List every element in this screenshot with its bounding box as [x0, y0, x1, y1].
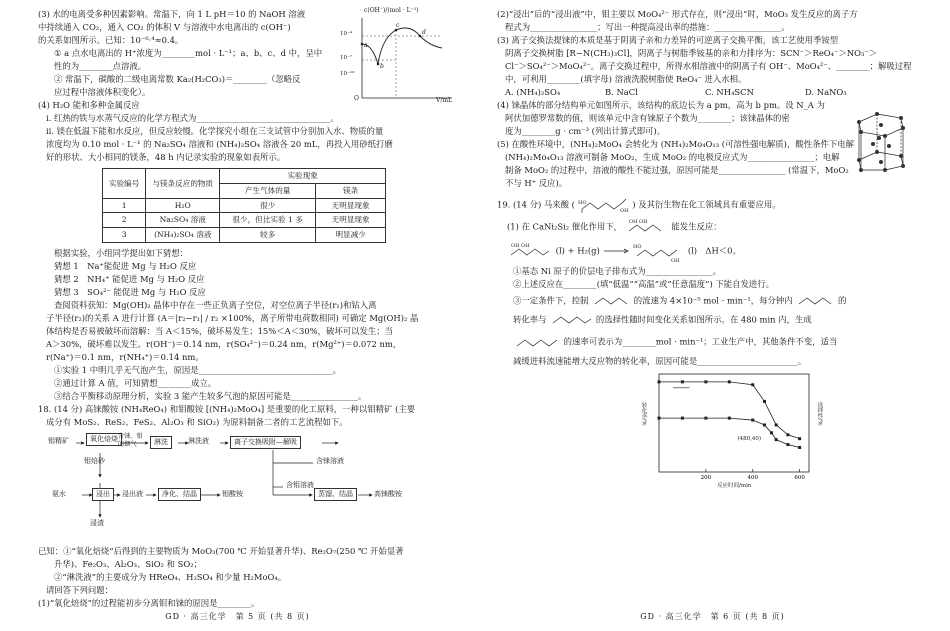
q19-stem-b: ) 及其衍生物在化工领域具有重要应用。: [632, 199, 781, 210]
flow-leach2: 浸出: [92, 488, 114, 501]
cell-mg: 无明显现象: [316, 198, 386, 213]
page-6-footer: GD · 高三化学 第 6 页 (共 8 页): [640, 611, 785, 621]
conversion-selectivity-chart: [637, 372, 827, 492]
graph-pt-b: b: [380, 63, 384, 70]
succinic-acid-structure: [513, 332, 561, 352]
subq-2: ②通过计算 A 值，可知猜想________成立。: [54, 378, 217, 389]
cell-gas: 较多: [220, 228, 316, 243]
q17-part3: [38, 8, 338, 99]
subq-3: ③结合平衡移动原理分析，实验 3 能产生较多气泡的原因可能是________________。: [54, 391, 367, 402]
page-6-content: [497, 8, 927, 492]
q3-item-1: ① a 点水电离出的 H⁺浓度为________mol · L⁻¹；a、b、c、d 中，呈中: [54, 48, 323, 59]
q4-title: (4) H₂O 能和多种金属反应: [38, 100, 140, 111]
q19-r1: ①基态 Ni 原子的价层电子排布式为________________。: [513, 266, 721, 277]
q18: [38, 403, 456, 610]
equation-middle: (l) + H₂(g): [555, 245, 600, 256]
q18-5d: 不与 H⁺ 反应)。: [505, 178, 568, 189]
chart-ylabel: 转化率/%: [640, 402, 647, 426]
svg-text:OH: OH: [671, 258, 680, 263]
q19-1-text-b: 能发生反应：: [671, 221, 722, 232]
cell-gas: 很少，但比实验 1 多: [220, 213, 316, 228]
hypothesis-3: 猜想 3 SO₄²⁻ 能促进 Mg 与 H₂O 反应: [54, 287, 206, 298]
q17-part4: [38, 99, 456, 403]
th-mg: 镁条: [316, 183, 386, 198]
data-point: [763, 400, 766, 403]
graph-origin: O: [354, 95, 359, 102]
q19-1-text: (1) 在 CaNi₂Si₂ 催化作用下，: [507, 221, 623, 232]
data-point: [775, 438, 778, 441]
data-point: [751, 384, 754, 387]
flow-mo: 含钼溶液: [286, 481, 314, 490]
known-2: ②“淋洗液”的主要成分为 HReO₄、H₂SO₄ 和少量 H₂MoO₄。: [54, 572, 287, 583]
svg-text:OH OH: OH OH: [628, 219, 648, 226]
equation-end: (l) ΔH＜0。: [687, 245, 741, 256]
x-tick-label: 400: [747, 475, 758, 482]
q4-ii: ii. 镁在低温下能和水反应，但反应较慢。化学探究小组在三支试管中分别加入水、物质的量: [46, 126, 384, 137]
graph-pt-c: c: [396, 22, 400, 29]
option-d: D. NaNO₃: [805, 87, 847, 98]
subq-1: ①实验 1 中明几乎无气泡产生，原因是________________________________。: [54, 365, 342, 376]
q18-5: (5) 在酸性环境中，(NH₄)₂MoO₄ 会转化为 (NH₄)₂Mo₄O₁₃ (可溶性强电解质)，酸性条件下电解: [497, 139, 854, 150]
chart-y2label: 选择性/%: [816, 402, 823, 426]
hydrogenation-equation: [497, 240, 927, 262]
flow-prodRe: 高铼酸铵: [374, 490, 402, 499]
flow-hiRe: 含铼溶液: [316, 457, 344, 466]
data-point: [681, 417, 684, 420]
svg-text:OH: OH: [619, 208, 629, 215]
data-point: [751, 419, 754, 422]
info-3: 体结构是否易被破坏而溶解：当 A＜15%，破坏易发生；15%＜A＜30%，破坏可以发生；当: [46, 326, 393, 337]
option-b: B. NaCl: [605, 87, 638, 98]
series-line-1: [659, 418, 800, 447]
svg-text:HO: HO: [577, 200, 587, 207]
chart-svg: [637, 372, 827, 492]
q18-5c: 制备 MoO₂ 的过程中，溶液的酸性不能过强，原因可能是________________ (常温下，MoO₂: [505, 165, 849, 176]
graph-y2: 10⁻⁷: [340, 55, 353, 61]
hypothesis-2: 猜想 2 NH₄⁺ 能促进 Mg 与 H₂O 反应: [54, 274, 205, 285]
option-a: A. (NH₄)₂SO₄: [505, 87, 561, 98]
q19-r3-c: 的: [837, 295, 847, 306]
data-point: [728, 381, 731, 384]
table-row: [103, 198, 386, 213]
table-row: [103, 213, 386, 228]
q18-3b: 阴离子交换树脂 [R−N(CH₃)₃Cl]，阴离子与树脂季铵基的亲和力排序为：SCN⁻＞ReO₄⁻＞NO₃⁻＞: [505, 48, 878, 59]
q18-2b: 程式为________________；写出一种提高浸出率的措施：________________。: [505, 22, 790, 33]
q4-ii-2: 浓度均为 0.10 mol · L⁻¹ 的 Na₂SO₄ 溶液和 (NH₄)₂SO₄ 溶液各 20 mL，再投入用砂纸打磨: [46, 139, 393, 150]
table-row: [103, 228, 386, 243]
q3-intro: (3) 水的电离受多种因素影响。常温下，向 1 L pH＝10 的 NaOH 溶液: [38, 9, 306, 19]
cell-substance: H₂O: [146, 198, 220, 213]
q3-item-2b: 应过程中溶液体积变化）。: [54, 87, 151, 98]
flow-crys: 蒸馏、结晶: [314, 488, 357, 501]
cell-substance: (NH₄)₂SO₄ 溶液: [146, 228, 220, 243]
q19: [497, 196, 927, 368]
graph-pt-a: a: [364, 42, 368, 49]
q18-4-block: [497, 99, 847, 138]
cell-mg: 无明显现象: [316, 213, 386, 228]
q19-r3-a: ③一定条件下，控制: [513, 295, 589, 306]
th-phenomenon: 实验现象: [220, 169, 386, 184]
q19-stem-a: 19. (14 分) 马来酸 (: [497, 199, 575, 210]
q18-4b: 阿伏加德罗常数的值，则该单元中含有铼原子个数为________；该铼晶体的密: [505, 113, 790, 124]
known-1b: 升华)、Fe₂O₃、Al₂O₃、SiO₂ 和 SO₂；: [54, 559, 203, 570]
data-point: [658, 417, 661, 420]
q4-ii-3: 好的形状、大小相同的镁条，48 h 内记录实验的现象如表所示。: [46, 152, 286, 163]
flow-roast: 氧化焙烧: [86, 433, 122, 446]
q18-4: (4) 铼晶体的部分结构单元如图所示，该结构的底边长为 a pm，高为 b pm。设 N_A 为: [497, 100, 825, 111]
graph-ylabel: c(OH⁻)/(mol · L⁻¹): [364, 7, 419, 14]
flow-ore: 钼精矿: [48, 437, 69, 446]
cell-id: 1: [103, 198, 146, 213]
known-1: 已知：①“氧化焙烧”后得到的主要物质为 MoO₃(700 ℃ 开始显著升华)、Re₂O₇(250 ℃ 开始显著: [38, 546, 404, 557]
water-ionization-graph: [338, 8, 456, 108]
q4-i: i. 红热的铁与水蒸气反应的化学方程式为________________________________。: [46, 113, 339, 124]
q18-3: (3) 离子交换法提铼的本质是基于阴离子亲和力差异的可逆离子交换平衡，该工艺使用季铵型: [497, 35, 839, 46]
data-point: [798, 437, 801, 440]
flow-leach: 淋洗: [150, 436, 172, 449]
data-point: [786, 443, 789, 446]
chart-frame: [659, 374, 809, 472]
data-point: [704, 381, 707, 384]
svg-text:HO: HO: [633, 244, 642, 251]
page-5-footer: GD · 高三化学 第 5 页 (共 8 页): [165, 611, 310, 621]
series-line-0: [659, 382, 800, 439]
option-c: C. NH₄SCN: [705, 87, 754, 98]
q18-3c: Cl⁻＞SO₄²⁻＞MoO₄²⁻。离子交换过程中，所得水相溶液中的阴离子有 OH⁻、MoO₄²⁻、________；解吸过程: [505, 61, 912, 72]
maleic-acid-structure: [578, 196, 630, 214]
hypothesis-1: 猜想 1 Na⁺能促进 Mg 与 H₂O 反应: [54, 261, 197, 272]
flow-purify: 净化、结晶: [158, 488, 201, 501]
chart-xlabel: 反应时间/min: [717, 483, 752, 490]
q19-r4-a: 转化率与: [513, 314, 547, 325]
info-1: 查阅资料获知：Mg(OH)₂ 晶体中存在一些正负离子空位，对空位离子半径(r₁)和钻入离: [54, 300, 377, 311]
flow-leachliq: 浸出液: [122, 490, 143, 499]
cell-id: 3: [103, 228, 146, 243]
q19-r5: [497, 332, 927, 352]
graph-xlabel: V/mL: [436, 97, 453, 104]
data-point: [728, 417, 731, 420]
data-point: [704, 417, 707, 420]
data-point: [763, 424, 766, 427]
answer-1: (1)“氧化焙烧”的过程能初步分离钼和铼的原因是________。: [38, 598, 260, 609]
cell-substance: Na₂SO₄ 溶液: [146, 213, 220, 228]
q19-r5-text: 的速率可表示为________mol · min⁻¹；工业生产中，其他条件不变，适当: [563, 336, 838, 347]
info-2: 子半径(r₂)的关系 A 进行计算 (A＝|r₂−r₁| / r₂ ×100%，离子所带电荷数相同) 可确定 Mg(OH)₂ 晶: [46, 313, 419, 324]
data-point: [770, 432, 773, 435]
flow-residue: 浸渣: [90, 519, 104, 528]
cell-id: 2: [103, 213, 146, 228]
q18-2: (2)“浸出”后的“浸出液”中，钼主要以 MoO₄²⁻ 形式存在，则“浸出”时，MoO₃ 发生反应的离子方: [497, 9, 858, 19]
q19-r3: [497, 294, 927, 308]
x-tick-label: 600: [794, 475, 805, 482]
flow-ionex: 离子交换吸附—解吸: [230, 436, 301, 449]
flow-ammonia: 氨水: [52, 490, 66, 499]
q3-item-1b: 性的为________点溶液。: [54, 61, 147, 72]
q18-4c: 度为________g · cm⁻³ (列出计算式即可)。: [505, 126, 666, 137]
catalyst-arrow: [602, 246, 630, 256]
maleic-acid-reactant: [625, 217, 669, 237]
flow-prodMo: 钼酸铵: [222, 490, 243, 499]
th-gas: 产生气体的量: [220, 183, 316, 198]
q18-stem-1: 18. (14 分) 高铼酸铵 (NH₄ReO₄) 和钼酸铵 [(NH₄)₂MoO₄] 是重要的化工原料，一种以钼精矿 (主要: [38, 404, 416, 415]
q3-intro-3: 的关系如图所示。已知：10⁻⁰·⁴≈0.4。: [38, 35, 184, 46]
data-point: [798, 446, 801, 449]
th-id: 实验编号: [103, 169, 146, 199]
process-flowchart: [48, 433, 428, 543]
flow-gas: 含铼、钼的烟气: [118, 433, 143, 448]
q19-r2: ②上述反应在________(填“低温”“高温”或“任意温度”) 下能自发进行。: [513, 279, 775, 290]
flow-sand: 钼焙砂: [84, 457, 105, 466]
rhenium-crystal-figure: [851, 108, 911, 176]
data-point: [775, 424, 778, 427]
maleic-acid-inline-1: [591, 294, 631, 308]
graph-y3: 10⁻¹⁰: [340, 71, 355, 77]
x-tick-label: 200: [700, 475, 712, 482]
maleic-acid-inline-2: [795, 294, 835, 308]
product-structure: [633, 240, 685, 262]
data-point: [658, 381, 661, 384]
hexagonal-cell-svg: [851, 108, 911, 172]
q19-1: [497, 217, 927, 237]
reactant-structure: [507, 241, 553, 261]
experiment-table: [102, 168, 386, 243]
table-header-row: [103, 169, 386, 184]
graph-pt-d: d: [422, 29, 426, 36]
succinic-acid-inline: [549, 311, 593, 329]
graph-y1: 10⁻⁴: [340, 31, 353, 37]
chart-annotation: (480,40): [737, 436, 762, 443]
data-point: [786, 434, 789, 437]
exam-page-6: [475, 0, 950, 631]
q3-item-2: ② 常温下，碳酸的二级电离常数 Ka₂(H₂CO₃)＝________（忽略反: [54, 74, 301, 85]
flow-liquor: 淋洗液: [188, 437, 209, 446]
q19-r6: 减缓进料流速能增大反应物的转化率，原因可能是________________________。: [513, 356, 807, 367]
page-5-content: [38, 8, 456, 610]
q19-r4-b: 的选择性随时间变化关系如图所示。在 480 min 内，生成: [595, 314, 812, 325]
cell-gas: 很少: [220, 198, 316, 213]
ask: 请回答下列问题：: [46, 585, 113, 596]
q18-5b: (NH₄)₂Mo₄O₁₃ 溶液可制备 MoO₂，生成 MoO₂ 的电极反应式为________________；电解: [505, 152, 840, 163]
q3-intro-2: 中持续通入 CO₂，通入 CO₂ 的体积 V 与溶液中水电离出的 c(OH⁻): [38, 22, 291, 33]
q19-r3-b: 的流速为 4×10⁻⁵ mol · min⁻¹，每分钟内: [633, 295, 793, 306]
data-point: [681, 381, 684, 384]
info-4: A＞30%，破坏难以发生。r(OH⁻)＝0.14 nm，r(SO₄²⁻)＝0.24 nm，r(Mg²⁺)＝0.072 nm，: [46, 339, 402, 350]
q19-r4: [497, 311, 927, 329]
q18-3-options: [497, 86, 927, 99]
q19-stem: [497, 196, 927, 214]
q18-3d: 中，可利用________(填字母) 溶液洗脱树脂使 ReO₄⁻ 进入水相。: [505, 74, 747, 85]
svg-text:OH OH: OH OH: [511, 243, 530, 250]
q18-stem-2: 成分有 MoS₂、ReS₂、FeS₂、Al₂O₃ 和 SiO₂) 为原料制备二者的工艺流程如下。: [46, 417, 348, 428]
th-substance: 与镁条反应的物质: [146, 169, 220, 199]
hypothesis-intro: 根据实验，小组同学提出如下猜想：: [54, 248, 188, 259]
cell-mg: 明显减少: [316, 228, 386, 243]
info-5: r(Na⁺)＝0.1 nm，r(NH₄⁺)＝0.14 nm。: [46, 352, 204, 363]
